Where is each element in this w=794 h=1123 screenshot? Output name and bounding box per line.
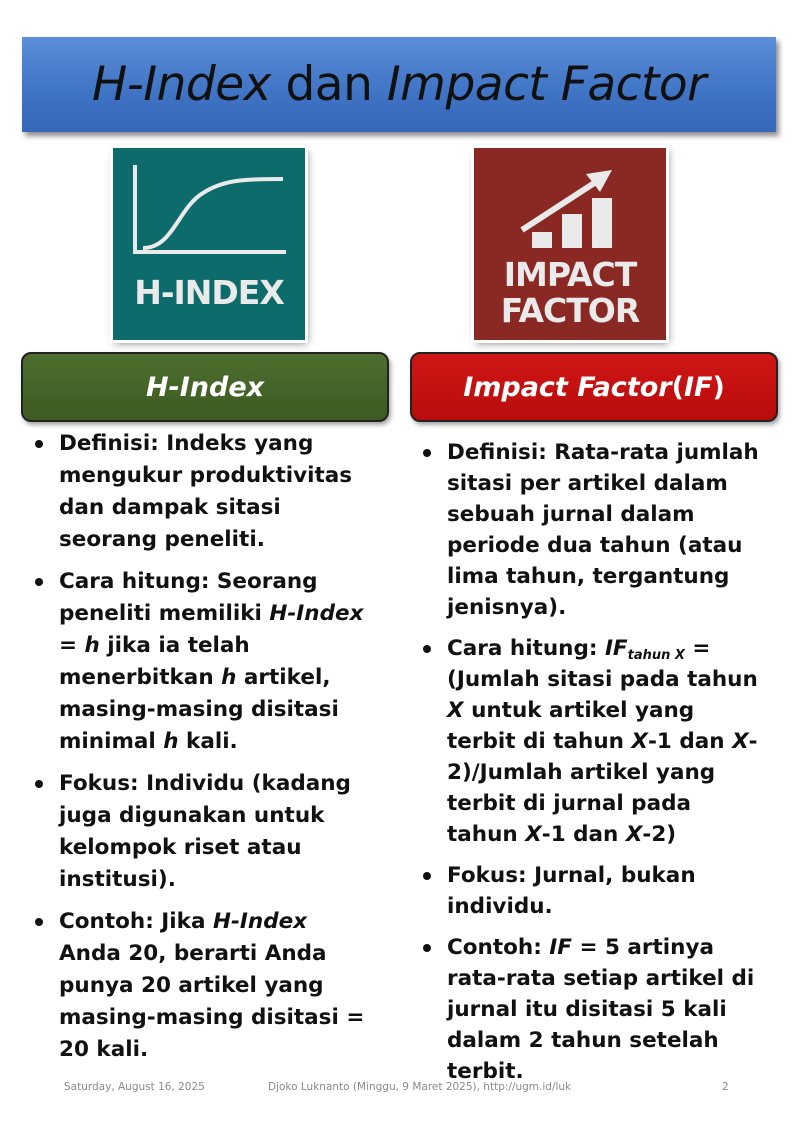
variable: X xyxy=(732,729,749,754)
if-definition-text: Definisi: Rata-rata jumlah sitasi per artikel dalam sebuah jurnal dalam periode dua tahun (atau lima tahun, tergantung jenisnya). xyxy=(447,440,759,620)
footer-credit: Djoko Luknanto (Minggu, 9 Maret 2025), http://ugm.id/luk xyxy=(268,1081,572,1093)
hindex-logo-text: H-INDEX xyxy=(134,273,284,312)
variable: h xyxy=(84,633,100,658)
term: IF xyxy=(549,935,572,960)
impact-logo-line1: IMPACT xyxy=(503,255,637,294)
hindex-bullet-list xyxy=(32,428,372,1076)
hindex-header xyxy=(21,352,389,422)
title-impact-factor: Impact Factor xyxy=(386,57,706,112)
page-title xyxy=(92,57,706,112)
hindex-definition-text: Definisi: Indeks yang mengukur produktivitas dan dampak sitasi seorang peneliti. xyxy=(59,431,353,552)
term: IF xyxy=(604,636,628,661)
text: artikel, masing-masing disitasi minimal xyxy=(59,665,339,754)
hindex-focus-text: Fokus: Individu (kadang juga digunakan untuk kelompok riset atau institusi). xyxy=(59,771,351,892)
title-banner xyxy=(22,37,776,132)
text: -2)/Jumlah artikel yang terbit di jurnal pada tahun xyxy=(447,729,758,847)
hindex-definition xyxy=(32,428,372,556)
hindex-logo xyxy=(113,148,305,340)
if-calculation xyxy=(420,633,765,850)
impact-header-open: ( xyxy=(671,371,684,403)
text: = 5 artinya rata-rata setiap artikel di jurnal itu disitasi 5 kali dalam 2 tahun setelah terbit. xyxy=(447,935,755,1084)
hindex-calculation xyxy=(32,566,372,758)
impact-factor-bullet-list xyxy=(420,437,765,1097)
hindex-focus xyxy=(32,768,372,896)
variable: X xyxy=(525,822,542,847)
subscript: tahun X xyxy=(627,648,685,663)
title-connector: dan xyxy=(271,57,387,112)
if-example xyxy=(420,932,765,1087)
hindex-header-label: H-Index xyxy=(145,371,265,403)
text: Cara hitung: xyxy=(447,636,605,661)
title-hindex: H-Index xyxy=(91,57,271,112)
text: = xyxy=(59,633,85,658)
impact-header-close: ) xyxy=(712,371,725,403)
text: -2) xyxy=(642,822,677,847)
variable: h xyxy=(221,665,237,690)
text: -1 dan xyxy=(648,729,733,754)
text: kali. xyxy=(178,729,238,754)
term: H-Index xyxy=(269,601,364,626)
variable: X xyxy=(631,729,648,754)
variable: X xyxy=(447,698,464,723)
impact-header-abbr: IF xyxy=(683,371,713,403)
if-focus-text: Fokus: Jurnal, bukan individu. xyxy=(447,863,696,919)
impact-factor-header xyxy=(410,352,778,422)
impact-logo-line2: FACTOR xyxy=(500,291,640,330)
term: H-Index xyxy=(212,909,308,934)
impact-header-label: Impact Factor xyxy=(463,371,672,403)
impact-factor-logo xyxy=(474,148,666,340)
text: untuk artikel yang terbit di tahun xyxy=(447,698,695,754)
text: Contoh: Jika xyxy=(59,909,213,934)
text: -1 dan xyxy=(541,822,626,847)
text: = (Jumlah sitasi pada tahun xyxy=(447,636,758,692)
text: Anda 20, berarti Anda punya 20 artikel yang masing-masing disitasi = 20 kali. xyxy=(59,941,365,1062)
text: jika ia telah menerbitkan xyxy=(59,633,250,690)
text: Cara hitung: Seorang peneliti memiliki xyxy=(59,569,318,626)
text: Contoh: xyxy=(447,935,550,960)
footer-date: Saturday, August 16, 2025 xyxy=(64,1081,205,1093)
hindex-example xyxy=(32,906,372,1066)
page-number: 2 xyxy=(722,1081,729,1093)
variable: X xyxy=(625,822,643,847)
variable: h xyxy=(163,729,179,754)
if-definition xyxy=(420,437,765,623)
if-focus xyxy=(420,860,765,922)
